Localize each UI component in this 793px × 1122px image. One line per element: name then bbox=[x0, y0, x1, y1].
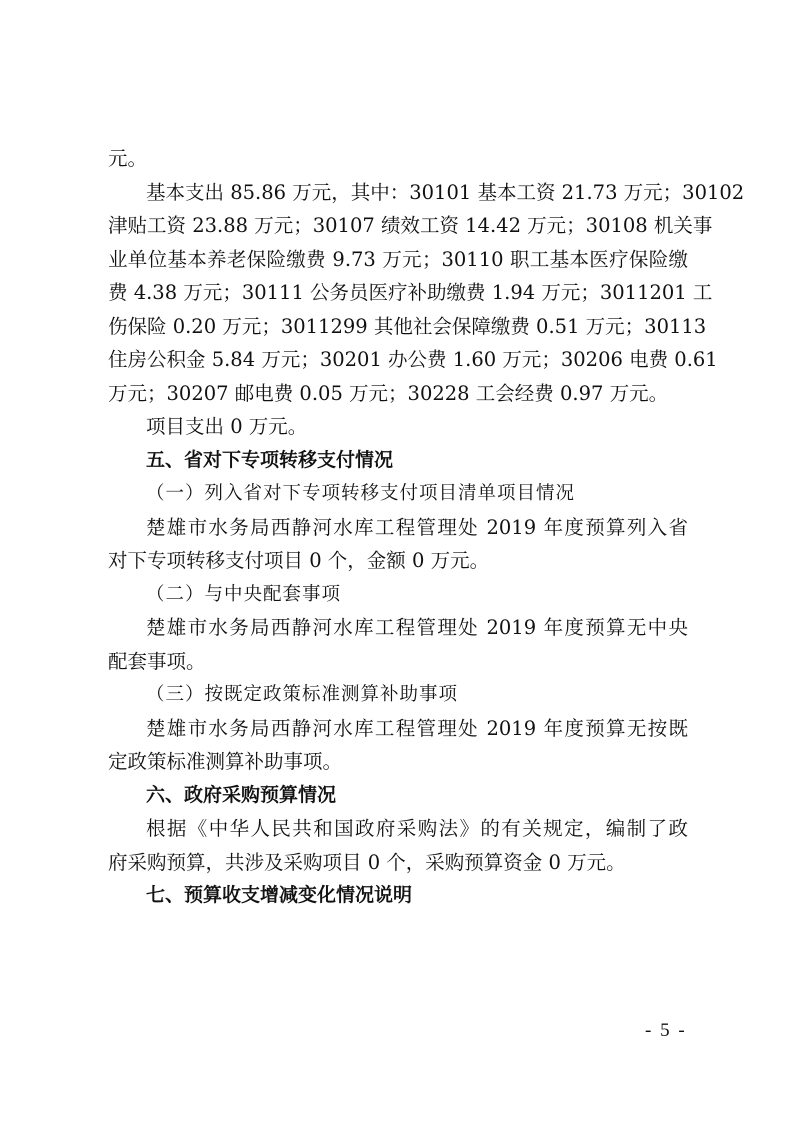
section-heading-seven: 七、预算收支增减变化情况说明 bbox=[146, 884, 413, 906]
basic-expenditure-line-5: 伤保险 0.20 万元；3011299 其他社会保障缴费 0.51 万元；30113 bbox=[108, 314, 707, 338]
section-heading-six: 六、政府采购预算情况 bbox=[146, 783, 337, 806]
procurement-text-line-1: 根据《中华人民共和国政府采购法》的有关规定，编制了政 bbox=[146, 817, 688, 840]
subsection-one-text-line-2: 对下专项转移支付项目 0 个，金额 0 万元。 bbox=[108, 549, 490, 572]
subsection-heading-one: （一）列入省对下专项转移支付项目清单项目情况 bbox=[146, 483, 576, 504]
subsection-two-text-line-2: 配套事项。 bbox=[108, 649, 206, 673]
paragraph-continuation: 元。 bbox=[108, 147, 148, 170]
basic-expenditure-line-7: 万元；30207 邮电费 0.05 万元；30228 工会经费 0.97 万元。 bbox=[108, 381, 669, 405]
basic-expenditure-line-4: 费 4.38 万元；30111 公务员医疗补助缴费 1.94 万元；3011201 工 bbox=[108, 281, 713, 304]
basic-expenditure-line-6: 住房公积金 5.84 万元；30201 办公费 1.60 万元；30206 电费 0.61 bbox=[108, 348, 718, 371]
basic-expenditure-line-3: 业单位基本养老保险缴费 9.73 万元；30110 职工基本医疗保险缴 bbox=[108, 247, 688, 271]
subsection-heading-two: （二）与中央配套事项 bbox=[146, 583, 342, 605]
subsection-three-text-line-1: 楚雄市水务局西静河水库工程管理处 2019 年度预算无按既 bbox=[146, 716, 688, 740]
subsection-two-text-line-1: 楚雄市水务局西静河水库工程管理处 2019 年度预算无中央 bbox=[146, 616, 688, 639]
procurement-text-line-2: 府采购预算，共涉及采购项目 0 个，采购预算资金 0 万元。 bbox=[108, 850, 626, 874]
subsection-heading-three: （三）按既定政策标准测算补助事项 bbox=[146, 684, 459, 705]
subsection-one-text-line-1: 楚雄市水务局西静河水库工程管理处 2019 年度预算列入省 bbox=[146, 515, 688, 539]
subsection-three-text-line-2: 定政策标准测算补助事项。 bbox=[108, 750, 343, 773]
section-heading-five: 五、省对下专项转移支付情况 bbox=[146, 448, 394, 471]
project-expenditure-line: 项目支出 0 万元。 bbox=[146, 415, 308, 438]
basic-expenditure-line-2: 津贴工资 23.88 万元；30107 绩效工资 14.42 万元；30108 机关事 bbox=[108, 214, 713, 237]
basic-expenditure-line-1: 基本支出 85.86 万元，其中：30101 基本工资 21.73 万元；30102 bbox=[146, 180, 745, 204]
document-body bbox=[108, 142, 745, 913]
page-number: - 5 - bbox=[645, 1020, 687, 1041]
